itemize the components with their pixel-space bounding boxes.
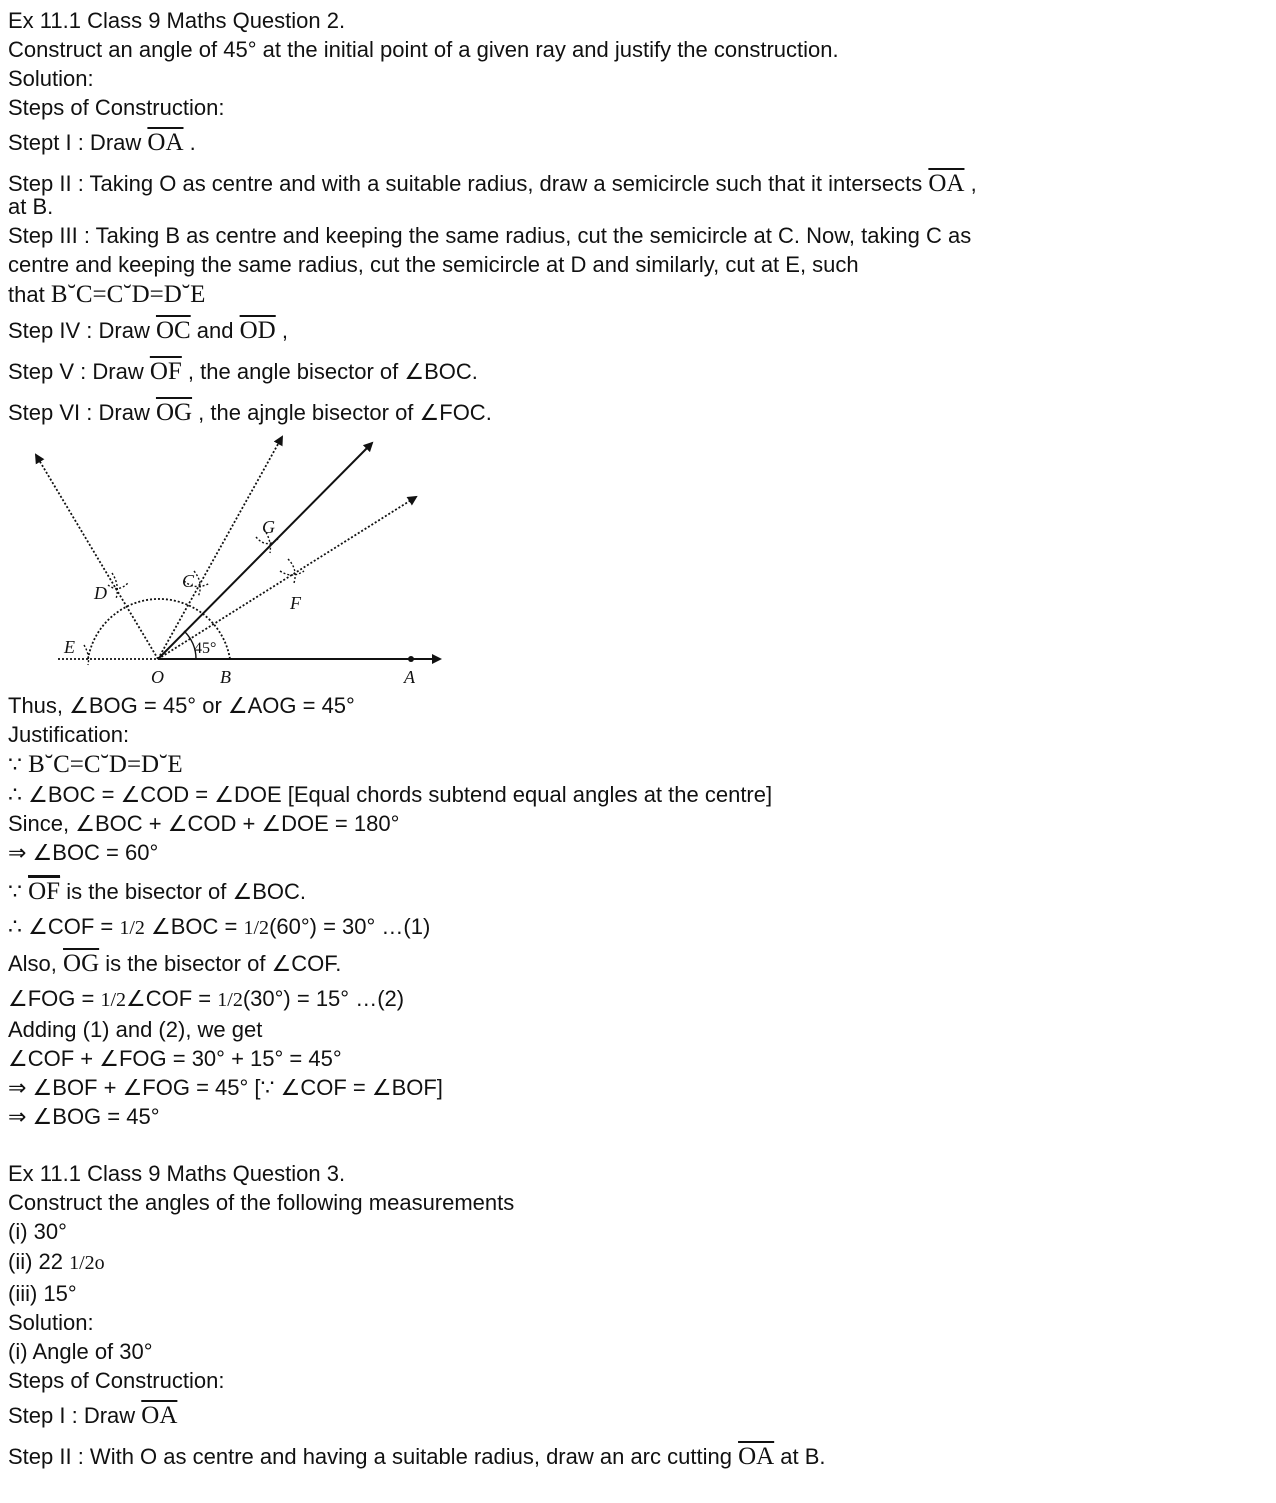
step-5: Step V : Draw $\overline{OF}$ , the angle bisector of ∠BOC. xyxy=(8,358,478,385)
justification-12: ⇒ ∠BOG = 45° xyxy=(8,1104,160,1129)
ray-of xyxy=(158,497,416,659)
justification-1: ∵ B˘C=C˘D=D˘E xyxy=(8,751,183,778)
step-2-continued: at B. xyxy=(8,194,54,219)
segment-of: $\overline{OF}$ xyxy=(28,875,60,905)
question-3-steps-heading: Steps of Construction: xyxy=(8,1368,225,1393)
justification-5: ∵ $\overline{OF}$ is the bisector of ∠BOC. xyxy=(8,871,1268,912)
justification-10: ∠COF + ∠FOG = 30° + 15° = 45° xyxy=(8,1046,342,1071)
angle-construction-diagram xyxy=(8,433,468,691)
section-gap xyxy=(8,1131,1268,1159)
label-e: E xyxy=(64,637,75,657)
justification-3: Since, ∠BOC + ∠COD + ∠DOE = 180° xyxy=(8,811,400,836)
question-2-title: Ex 11.1 Class 9 Maths Question 2. xyxy=(8,8,346,33)
label-o: O xyxy=(151,667,164,687)
question-3-item-2: (ii) 22 1/2o xyxy=(8,1249,105,1274)
question-3-title: Ex 11.1 Class 9 Maths Question 3. xyxy=(8,1161,346,1186)
label-c: C xyxy=(182,571,195,591)
question-3-solution: Solution: xyxy=(8,1310,94,1335)
question-2-statement: Construct an angle of 45° at the initial point of a given ray and justify the construction. xyxy=(8,37,839,62)
question-3-item-1: (i) 30° xyxy=(8,1219,67,1244)
question-3-statement: Construct the angles of the following measurements xyxy=(8,1190,515,1215)
segment-od: $\overline{OD}$ xyxy=(239,317,276,344)
justification-8: ∠FOG = 1/2∠COF = 1/2(30°) = 15° …(2) xyxy=(8,986,405,1011)
label-g: G xyxy=(262,517,275,537)
step-1: Stept I : Draw $\overline{OA}$ . xyxy=(8,129,196,156)
justification-11: ⇒ ∠BOF + ∠FOG = 45° [∵ ∠COF = ∠BOF] xyxy=(8,1075,443,1100)
segment-oa: $\overline{OA}$ xyxy=(141,1402,178,1429)
label-b: B xyxy=(220,667,231,687)
solution-label: Solution: xyxy=(8,66,94,91)
segment-og: $\overline{OG}$ xyxy=(63,950,100,977)
step-2: Step II : Taking O as centre and with a suitable radius, draw a semicircle such that it intersects $\overline{OA}$ , xyxy=(8,170,977,197)
step-6: Step VI : Draw $\overline{OG}$ , the ajngle bisector of ∠FOC. xyxy=(8,399,492,426)
segment-oa: $\overline{OA}$ xyxy=(147,129,184,156)
arc-cut-f xyxy=(280,571,304,575)
result-line: Thus, ∠BOG = 45° or ∠AOG = 45° xyxy=(8,693,355,718)
step-4: Step IV : Draw $\overline{OC}$ and $\overline{OD}$ , xyxy=(8,317,288,344)
document-page xyxy=(8,6,1268,1477)
ray-oc xyxy=(158,437,282,659)
arc-cut-d xyxy=(108,583,128,589)
step-3-line-1: Step III : Taking B as centre and keeping the same radius, cut the semicircle at C. Now, taking C as xyxy=(8,223,972,248)
justification-7: Also, $\overline{OG}$ is the bisector of ∠COF. xyxy=(8,950,342,977)
ray-og xyxy=(158,443,372,659)
arc-cut-f2 xyxy=(288,559,295,583)
question-3-item-3: (iii) 15° xyxy=(8,1281,77,1306)
label-f: F xyxy=(290,593,301,613)
ray-od xyxy=(36,455,158,659)
step-3-line-3: that B˘C=C˘D=D˘E xyxy=(8,281,206,308)
justification-heading: Justification: xyxy=(8,722,130,747)
angle-label: 45° xyxy=(194,640,217,657)
segment-og: $\overline{OG}$ xyxy=(155,399,193,426)
justification-9: Adding (1) and (2), we get xyxy=(8,1017,263,1042)
equal-arcs-expression: B˘C=C˘D=D˘E xyxy=(28,751,183,778)
segment-of: $\overline{OF}$ xyxy=(149,358,182,385)
point-a xyxy=(408,656,414,662)
question-3-part-1: (i) Angle of 30° xyxy=(8,1339,153,1364)
step-3-line-2: centre and keeping the same radius, cut the semicircle at D and similarly, cut at E, such xyxy=(8,252,859,277)
equal-arcs-expression: B˘C=C˘D=D˘E xyxy=(50,281,206,308)
construction-figure xyxy=(8,433,468,691)
steps-heading: Steps of Construction: xyxy=(8,95,225,120)
label-a: A xyxy=(404,667,415,687)
segment-oc: $\overline{OC}$ xyxy=(155,317,191,344)
segment-oa: $\overline{OA}$ xyxy=(928,170,965,197)
question-3-step-2: Step II : With O as centre and having a suitable radius, draw an arc cutting $\overline{OA}$ at B. xyxy=(8,1443,826,1470)
justification-2: ∴ ∠BOC = ∠COD = ∠DOE [Equal chords subtend equal angles at the centre] xyxy=(8,782,773,807)
label-d: D xyxy=(94,583,107,603)
justification-4: ⇒ ∠BOC = 60° xyxy=(8,840,159,865)
question-3-step-1: Step I : Draw $\overline{OA}$ xyxy=(8,1402,178,1429)
justification-6: ∴ ∠COF = 1/2 ∠BOC = 1/2(60°) = 30° …(1) xyxy=(8,914,431,939)
arc-cut-e xyxy=(84,645,89,665)
segment-oa: $\overline{OA}$ xyxy=(738,1443,775,1470)
